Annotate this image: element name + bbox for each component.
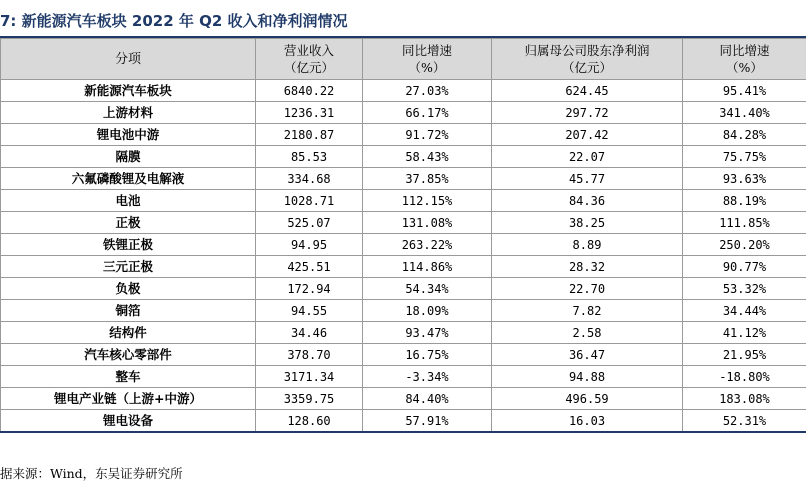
profit-growth-cell: 53.32%: [683, 278, 806, 300]
net-profit-cell: 2.58: [492, 322, 683, 344]
segment-name-cell: 铜箔: [1, 300, 256, 322]
net-profit-cell: 207.42: [492, 124, 683, 146]
net-profit-cell: 45.77: [492, 168, 683, 190]
table-row: [1, 300, 806, 322]
segment-name-cell: 锂电设备: [1, 410, 256, 433]
profit-growth-cell: 88.19%: [683, 190, 806, 212]
profit-growth-cell: 84.28%: [683, 124, 806, 146]
table-title: 7: 新能源汽车板块 2022 年 Q2 收入和净利润情况: [0, 12, 348, 30]
revenue-growth-cell: 93.47%: [363, 322, 492, 344]
revenue-cell: 2180.87: [256, 124, 363, 146]
net-profit-cell: 28.32: [492, 256, 683, 278]
revenue-growth-cell: 57.91%: [363, 410, 492, 433]
revenue-growth-cell: 131.08%: [363, 212, 492, 234]
net-profit-cell: 36.47: [492, 344, 683, 366]
net-profit-cell: 8.89: [492, 234, 683, 256]
profit-growth-cell: 21.95%: [683, 344, 806, 366]
revenue-cell: 334.68: [256, 168, 363, 190]
table-row: [1, 190, 806, 212]
revenue-cell: 94.55: [256, 300, 363, 322]
table-row: [1, 212, 806, 234]
header-row: [1, 39, 806, 80]
segment-name-cell: 负极: [1, 278, 256, 300]
revenue-growth-cell: 66.17%: [363, 102, 492, 124]
revenue-growth-cell: 54.34%: [363, 278, 492, 300]
header-unit: （亿元）: [561, 60, 612, 75]
table-row: [1, 388, 806, 410]
header-profit-growth: [683, 39, 806, 80]
profit-growth-cell: 75.75%: [683, 146, 806, 168]
table-row: [1, 102, 806, 124]
table-body: [1, 80, 806, 433]
segment-name-cell: 上游材料: [1, 102, 256, 124]
source-note: 据来源：Wind，东吴证券研究所: [0, 466, 183, 481]
profit-growth-cell: 90.77%: [683, 256, 806, 278]
revenue-growth-cell: 16.75%: [363, 344, 492, 366]
header-net-profit: [492, 39, 683, 80]
segment-name-cell: 结构件: [1, 322, 256, 344]
revenue-cell: 378.70: [256, 344, 363, 366]
segment-name-cell: 六氟磷酸锂及电解液: [1, 168, 256, 190]
net-profit-cell: 16.03: [492, 410, 683, 433]
profit-growth-cell: 250.20%: [683, 234, 806, 256]
net-profit-cell: 38.25: [492, 212, 683, 234]
revenue-growth-cell: 112.15%: [363, 190, 492, 212]
segment-name-cell: 锂电产业链（上游+中游）: [1, 388, 256, 410]
net-profit-cell: 22.07: [492, 146, 683, 168]
revenue-growth-cell: 18.09%: [363, 300, 492, 322]
revenue-cell: 94.95: [256, 234, 363, 256]
profit-growth-cell: 95.41%: [683, 80, 806, 102]
header-line: 营业收入: [283, 43, 334, 58]
table-row: [1, 80, 806, 102]
segment-name-cell: 电池: [1, 190, 256, 212]
table-header: [1, 39, 806, 80]
revenue-growth-cell: 114.86%: [363, 256, 492, 278]
profit-growth-cell: 183.08%: [683, 388, 806, 410]
net-profit-cell: 94.88: [492, 366, 683, 388]
revenue-growth-cell: 37.85%: [363, 168, 492, 190]
table-row: [1, 322, 806, 344]
header-line: 同比增速: [401, 43, 452, 58]
header-revenue-growth: [363, 39, 492, 80]
table-row: [1, 366, 806, 388]
header-unit: （%）: [726, 60, 763, 75]
profit-growth-cell: 41.12%: [683, 322, 806, 344]
segment-name-cell: 三元正极: [1, 256, 256, 278]
revenue-growth-cell: 27.03%: [363, 80, 492, 102]
revenue-cell: 85.53: [256, 146, 363, 168]
net-profit-cell: 22.70: [492, 278, 683, 300]
segment-name-cell: 隔膜: [1, 146, 256, 168]
revenue-growth-cell: 58.43%: [363, 146, 492, 168]
net-profit-cell: 84.36: [492, 190, 683, 212]
header-line: 分项: [114, 51, 141, 67]
revenue-cell: 172.94: [256, 278, 363, 300]
segment-name-cell: 锂电池中游: [1, 124, 256, 146]
header-revenue: [256, 39, 363, 80]
net-profit-cell: 496.59: [492, 388, 683, 410]
revenue-cell: 425.51: [256, 256, 363, 278]
profit-growth-cell: -18.80%: [683, 366, 806, 388]
revenue-cell: 34.46: [256, 322, 363, 344]
table-row: [1, 146, 806, 168]
profit-growth-cell: 111.85%: [683, 212, 806, 234]
revenue-growth-cell: -3.34%: [363, 366, 492, 388]
header-line: 归属母公司股东净利润: [524, 43, 650, 58]
table-row: [1, 124, 806, 146]
revenue-cell: 3171.34: [256, 366, 363, 388]
revenue-cell: 3359.75: [256, 388, 363, 410]
net-profit-cell: 297.72: [492, 102, 683, 124]
data-table-container: [0, 36, 806, 433]
table-row: [1, 234, 806, 256]
revenue-growth-cell: 263.22%: [363, 234, 492, 256]
revenue-cell: 525.07: [256, 212, 363, 234]
revenue-growth-cell: 91.72%: [363, 124, 492, 146]
profit-growth-cell: 34.44%: [683, 300, 806, 322]
segment-name-cell: 铁锂正极: [1, 234, 256, 256]
segment-name-cell: 正极: [1, 212, 256, 234]
header-line: 同比增速: [719, 43, 770, 58]
revenue-cell: 1028.71: [256, 190, 363, 212]
net-profit-cell: 624.45: [492, 80, 683, 102]
table-row: [1, 344, 806, 366]
profit-growth-cell: 341.40%: [683, 102, 806, 124]
header-unit: （%）: [408, 60, 446, 75]
segment-name-cell: 整车: [1, 366, 256, 388]
revenue-growth-cell: 84.40%: [363, 388, 492, 410]
header-unit: （亿元）: [283, 60, 334, 75]
table-row: [1, 410, 806, 433]
revenue-profit-table: [0, 38, 806, 433]
profit-growth-cell: 93.63%: [683, 168, 806, 190]
header-segment: [1, 39, 256, 80]
net-profit-cell: 7.82: [492, 300, 683, 322]
revenue-cell: 6840.22: [256, 80, 363, 102]
revenue-cell: 128.60: [256, 410, 363, 433]
table-row: [1, 278, 806, 300]
table-row: [1, 256, 806, 278]
table-row: [1, 168, 806, 190]
segment-name-cell: 新能源汽车板块: [1, 80, 256, 102]
segment-name-cell: 汽车核心零部件: [1, 344, 256, 366]
profit-growth-cell: 52.31%: [683, 410, 806, 433]
revenue-cell: 1236.31: [256, 102, 363, 124]
